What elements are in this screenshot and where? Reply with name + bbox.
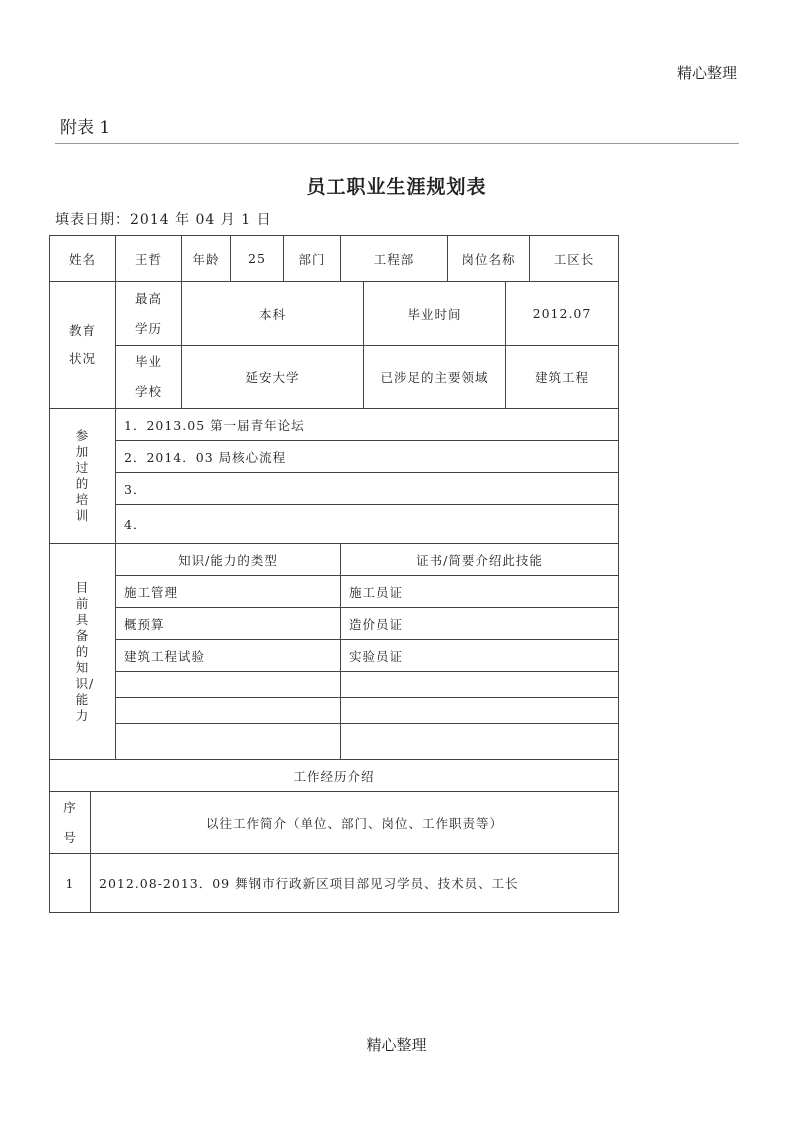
work-row-desc: 2012.08-2013．09 舞钢市行政新区项目部见习学员、技术员、工长: [91, 854, 619, 913]
skill-type: 概预算: [116, 608, 341, 640]
page-title: 员工职业生涯规划表: [306, 176, 487, 198]
skill-type: [116, 672, 341, 698]
training-section-label: [50, 409, 116, 544]
skills-col-type: 知识/能力的类型: [116, 544, 341, 576]
degree-label: [116, 282, 182, 346]
skill-type: 施工管理: [116, 576, 341, 608]
work-col-no: [50, 792, 91, 854]
school-label: [116, 346, 182, 409]
skills-table: [49, 543, 619, 760]
name-label: 姓名: [50, 236, 116, 282]
age-label: 年龄: [182, 236, 231, 282]
dept-label: 部门: [284, 236, 341, 282]
skill-type: [116, 698, 341, 724]
work-table: [49, 759, 619, 913]
appendix-label: 附表 1: [60, 118, 111, 138]
grad-time-value: 2012.07: [506, 282, 619, 346]
education-table: [49, 281, 619, 409]
work-col-no-text: 序号: [63, 799, 77, 845]
skills-section-label: [50, 544, 116, 760]
degree-label-text: 最高学历: [134, 290, 162, 336]
footer-note: 精心整理: [366, 1036, 427, 1054]
header-divider: [55, 143, 739, 144]
work-section-title: 工作经历介绍: [50, 760, 619, 792]
position-value: 工区长: [530, 236, 619, 282]
training-item: 2．2014．03 局核心流程: [116, 441, 619, 473]
skill-cert: 实验员证: [341, 640, 619, 672]
age-value: 25: [231, 236, 284, 282]
field-label: 已涉足的主要领域: [364, 346, 506, 409]
training-table: [49, 408, 619, 544]
training-item: 4．: [116, 505, 619, 544]
skills-section-text: 目前具备的知识/能力: [75, 579, 95, 723]
header-note: 精心整理: [676, 64, 737, 82]
skill-cert: [341, 724, 619, 760]
skill-cert: 施工员证: [341, 576, 619, 608]
grad-time-label: 毕业时间: [364, 282, 506, 346]
position-label: 岗位名称: [448, 236, 530, 282]
degree-value: 本科: [182, 282, 364, 346]
skill-type: 建筑工程试验: [116, 640, 341, 672]
work-col-desc: 以往工作简介（单位、部门、岗位、工作职责等）: [91, 792, 619, 854]
name-value: 王哲: [116, 236, 182, 282]
school-value: 延安大学: [182, 346, 364, 409]
training-section-text: 参加过的培训: [75, 428, 90, 523]
basic-info-table: [49, 235, 619, 282]
education-section-text: 教育状况: [68, 323, 96, 366]
work-row-no: 1: [50, 854, 91, 913]
skill-cert: 造价员证: [341, 608, 619, 640]
fill-date: 填表日期：2014 年 04 月 1 日: [55, 212, 272, 228]
skill-cert: [341, 672, 619, 698]
training-item: 1．2013.05 第一届青年论坛: [116, 409, 619, 441]
skill-type: [116, 724, 341, 760]
school-label-text: 毕业学校: [134, 354, 162, 399]
skills-col-cert: 证书/简要介绍此技能: [341, 544, 619, 576]
dept-value: 工程部: [341, 236, 448, 282]
training-item: 3．: [116, 473, 619, 505]
field-value: 建筑工程: [506, 346, 619, 409]
education-section-label: [50, 282, 116, 409]
skill-cert: [341, 698, 619, 724]
